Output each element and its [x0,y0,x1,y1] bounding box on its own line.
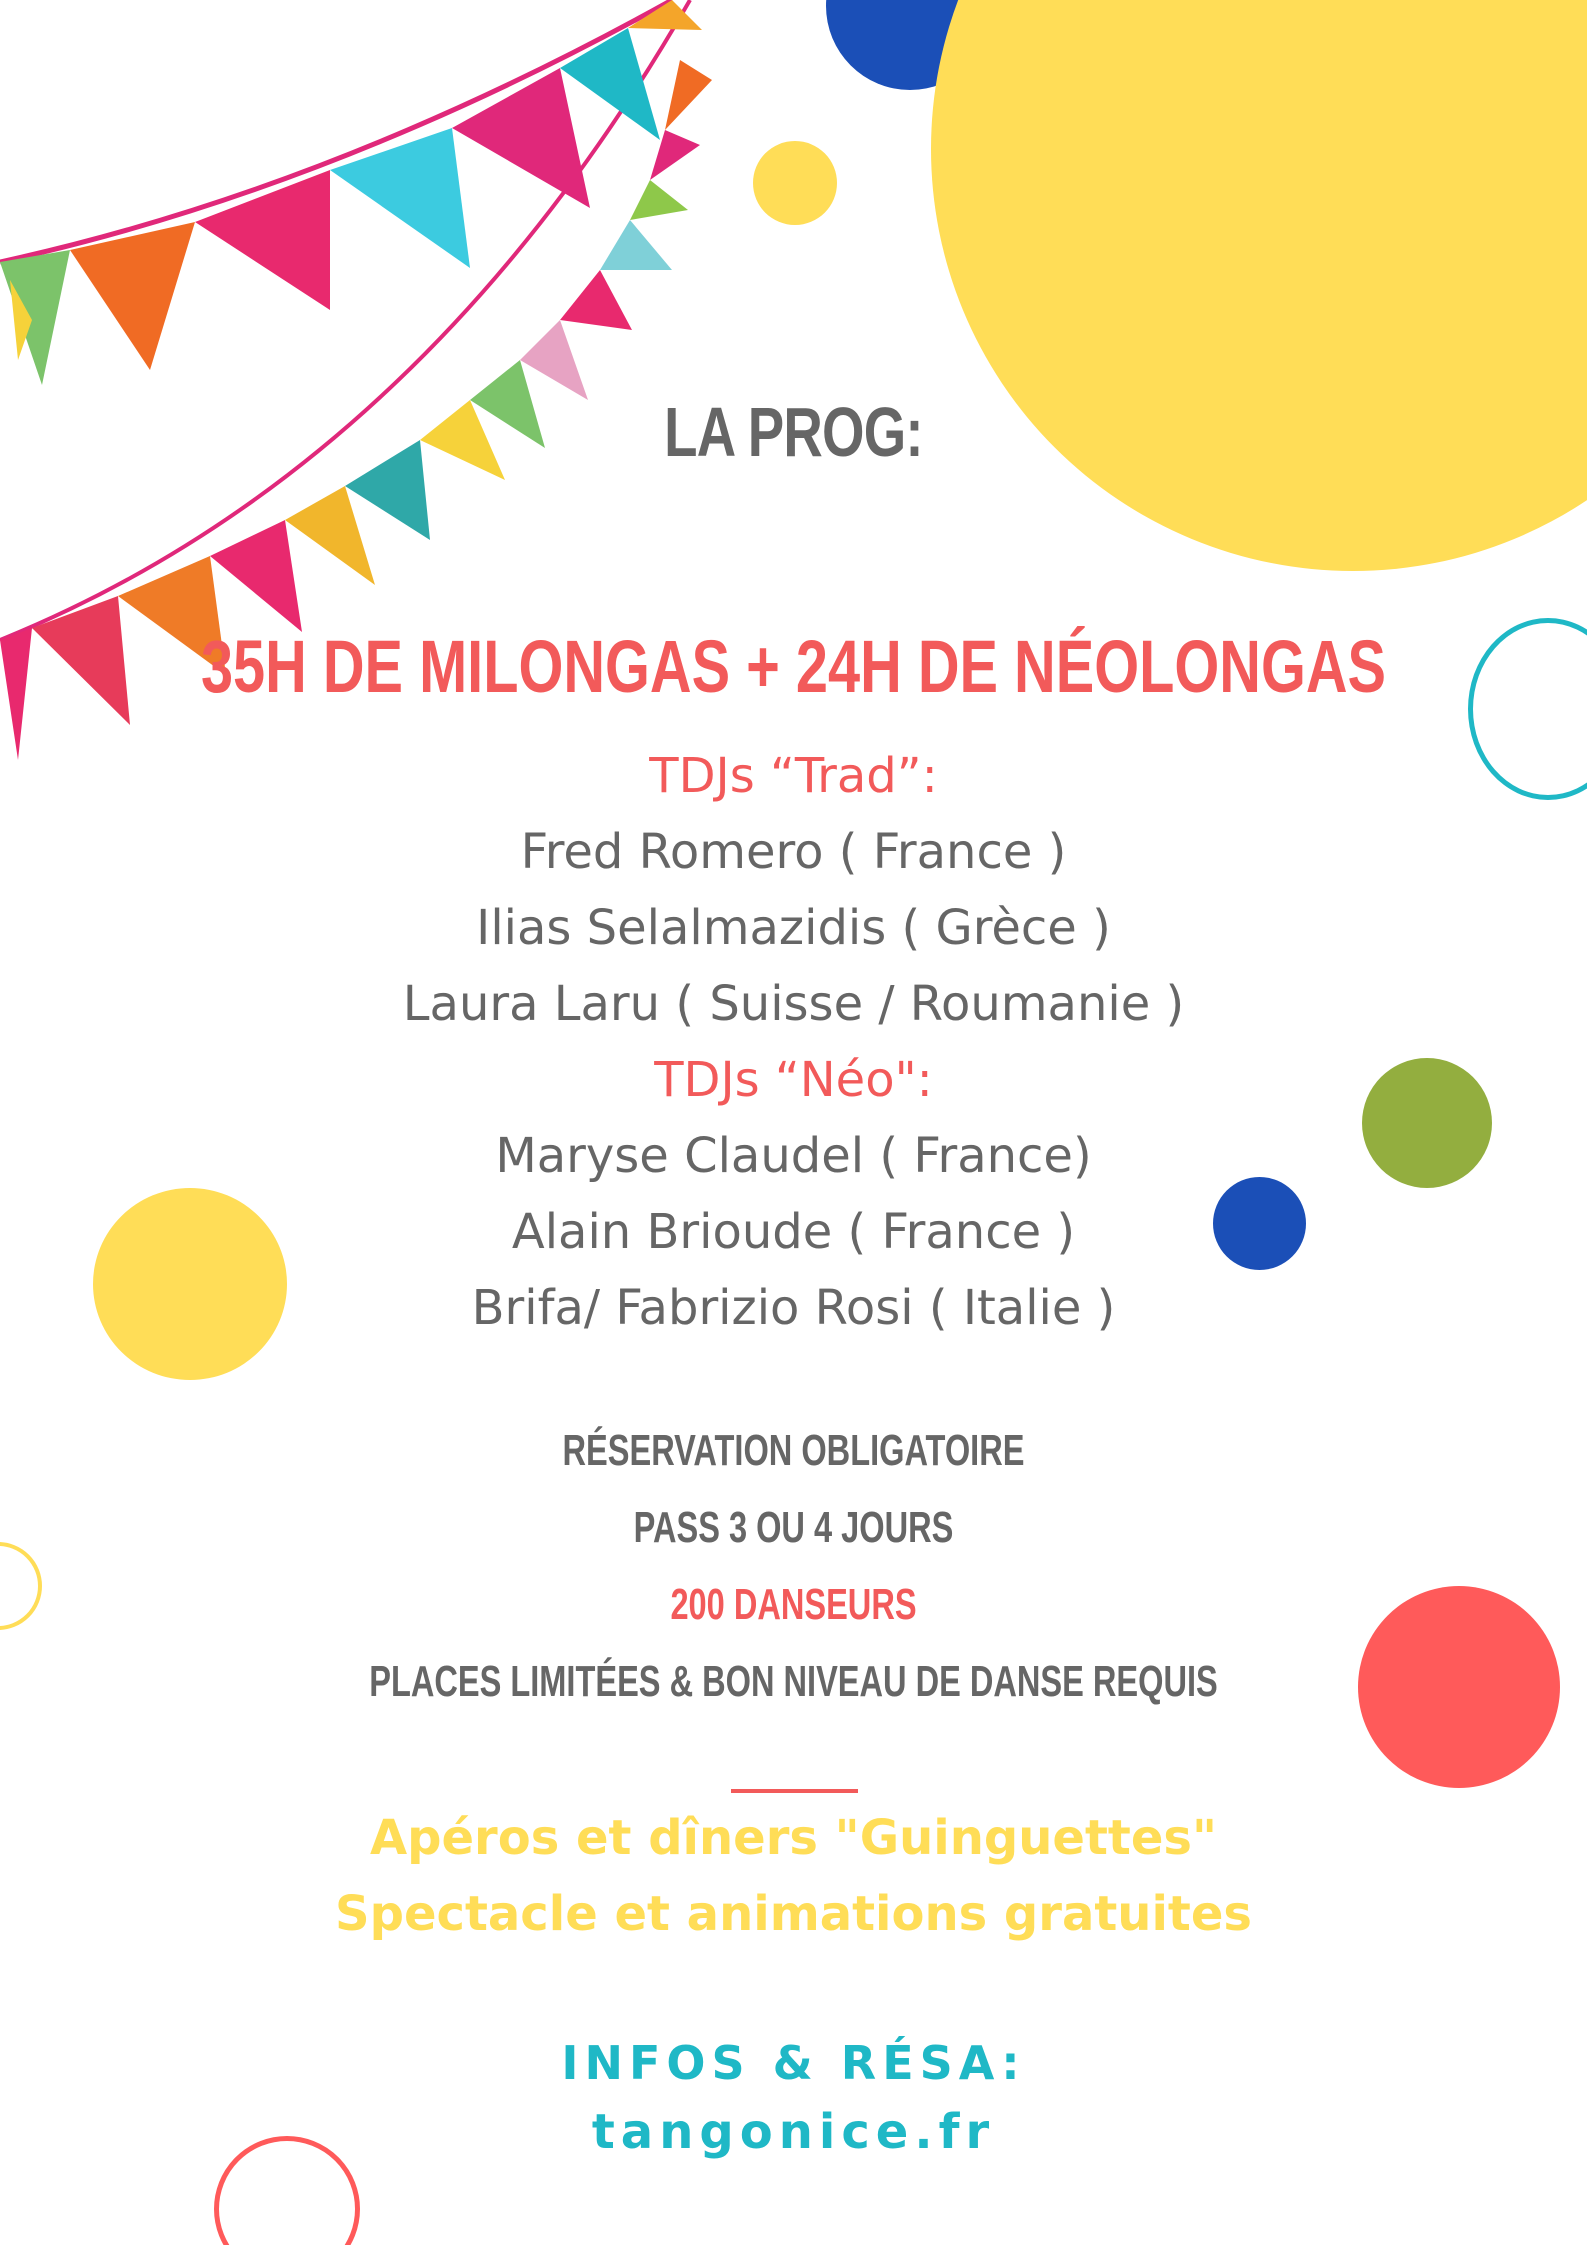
dancers-text: 200 DANSEURS [670,1580,917,1629]
reservation-text: RÉSERVATION OBLIGATOIRE [562,1426,1025,1475]
yellow-circle-small-top [753,141,837,225]
yellow-circle-large [931,0,1587,571]
tdj-trad-item: Ilias Selalmazidis ( Grèce ) [476,900,1111,956]
contact-label: INFOS & RÉSA: [561,2036,1026,2090]
tdj-trad-label: TDJs “Trad”: [649,748,938,804]
tdj-trad-item: Laura Laru ( Suisse / Roumanie ) [402,976,1185,1032]
tdj-trad-item: Fred Romero ( France ) [520,824,1067,880]
perk-line: Apéros et dîners "Guinguettes" [369,1810,1217,1866]
tdj-neo-item: Maryse Claudel ( France) [495,1128,1092,1184]
website-link[interactable]: tangonice.fr [591,2104,996,2160]
tdj-neo-item: Brifa/ Fabrizio Rosi ( Italie ) [471,1280,1116,1336]
yellow-ring-left [0,1542,42,1630]
places-text: PLACES LIMITÉES & BON NIVEAU DE DANSE REQUIS [369,1657,1218,1706]
perk-line: Spectacle et animations gratuites [335,1886,1252,1942]
tdj-neo-item: Alain Brioude ( France ) [511,1204,1076,1260]
section-divider [731,1789,858,1793]
page-title: LA PROG: [664,393,923,471]
coral-circle [1358,1586,1560,1788]
milongas-heading: 35H DE MILONGAS + 24H DE NÉOLONGAS [200,625,1387,708]
pass-text: PASS 3 OU 4 JOURS [633,1503,954,1552]
tdj-neo-label: TDJs “Néo": [654,1052,933,1108]
